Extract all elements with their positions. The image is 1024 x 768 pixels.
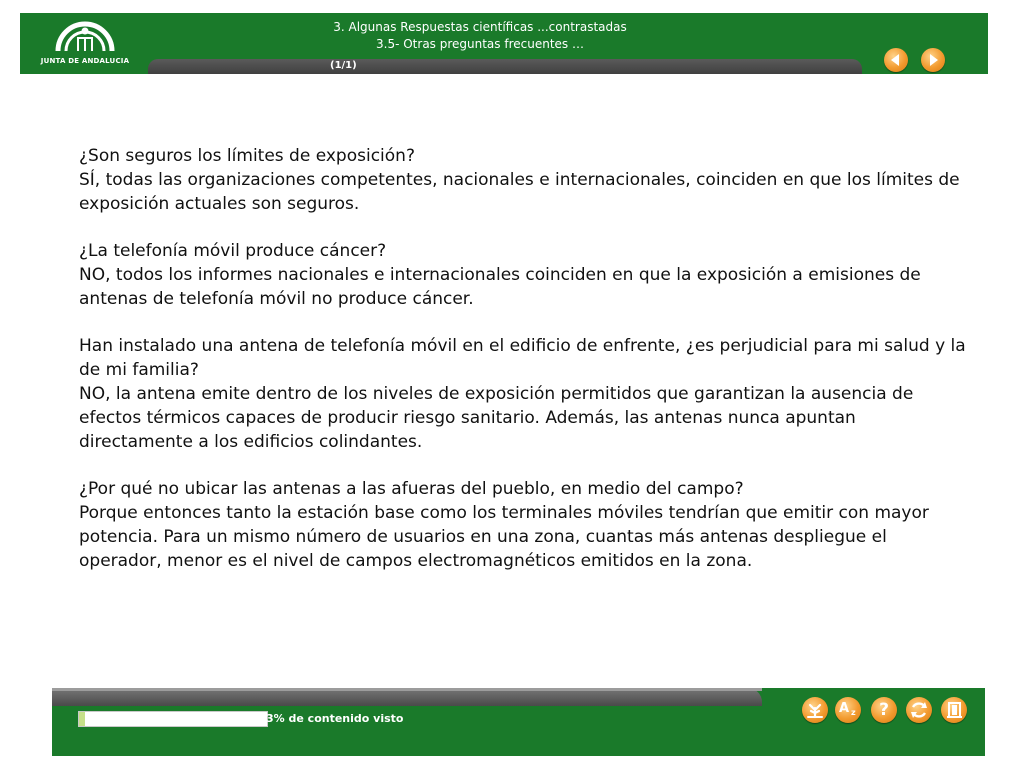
- faq-question: ¿Son seguros los límites de exposición?: [79, 146, 415, 166]
- exit-button[interactable]: [941, 697, 967, 723]
- subsection-title: 3.5- Otras preguntas frecuentes …: [376, 37, 584, 51]
- header-bar: [20, 13, 988, 74]
- home-icon: [802, 697, 828, 723]
- glossary-az-icon: A: [839, 701, 850, 716]
- faq-answer: NO, todos los informes nacionales e internacionales coinciden en que la exposición a emisiones de antenas de telefonía móvil no produce cáncer.: [79, 264, 921, 309]
- faq-answer: NO, la antena emite dentro de los niveles de exposición permitidos que garantizan la ausencia de efectos térmicos capaces de producir riesgo sanitario. Además, las antenas nunca apuntan directamente a los edificios colindantes.: [79, 383, 914, 452]
- page-tab-bar: [148, 59, 862, 74]
- help-button[interactable]: [871, 697, 897, 723]
- faq-item: [79, 145, 974, 216]
- help-icon: ?: [879, 700, 889, 720]
- arrow-right-icon: [921, 48, 945, 72]
- page-counter: (1/1): [330, 60, 357, 71]
- footer-top-strip: [52, 688, 762, 706]
- previous-page-button[interactable]: [884, 48, 908, 72]
- section-title: 3. Algunas Respuestas científicas ...contrastadas: [333, 20, 627, 34]
- glossary-button[interactable]: [835, 697, 861, 723]
- progress-label: 3% de contenido visto: [266, 712, 404, 725]
- home-button[interactable]: [802, 697, 828, 723]
- progress-fill: [79, 712, 85, 726]
- faq-question: ¿La telefonía móvil produce cáncer?: [79, 241, 387, 262]
- refresh-icon: [906, 697, 932, 723]
- exit-icon: [941, 697, 967, 723]
- faq-answer: Porque entonces tanto la estación base como los terminales móviles tendrían que emitir con mayor potencia. Para un mismo número de usuarios en una zona, cuantas más antenas despliegue el operador, menor es el nivel de campos electromagnéticos emitidos en la zona.: [79, 502, 929, 571]
- faq-question: ¿Por qué no ubicar las antenas a las afueras del pueblo, en medio del campo?: [79, 479, 744, 500]
- next-page-button[interactable]: [921, 48, 945, 72]
- faq-answer: SÍ, todas las organizaciones competentes, nacionales e internacionales, coinciden en que los límites de exposición actuales son seguros.: [79, 169, 960, 214]
- footer-top-accent: [52, 688, 762, 691]
- footer-bar: [52, 688, 985, 756]
- arrow-left-icon: [884, 48, 908, 72]
- faq-item: [79, 335, 974, 454]
- faq-item: [79, 478, 974, 573]
- refresh-button[interactable]: [906, 697, 932, 723]
- faq-item: [79, 240, 974, 311]
- faq-question: Han instalado una antena de telefonía móvil en el edificio de enfrente, ¿es perjudicial para mi salud y la de mi familia?: [79, 336, 966, 381]
- glossary-az-sub: z: [851, 708, 856, 717]
- faq-content: [79, 145, 974, 597]
- progress-bar: [78, 711, 268, 727]
- logo-text: JUNTA DE ANDALUCIA: [40, 57, 130, 65]
